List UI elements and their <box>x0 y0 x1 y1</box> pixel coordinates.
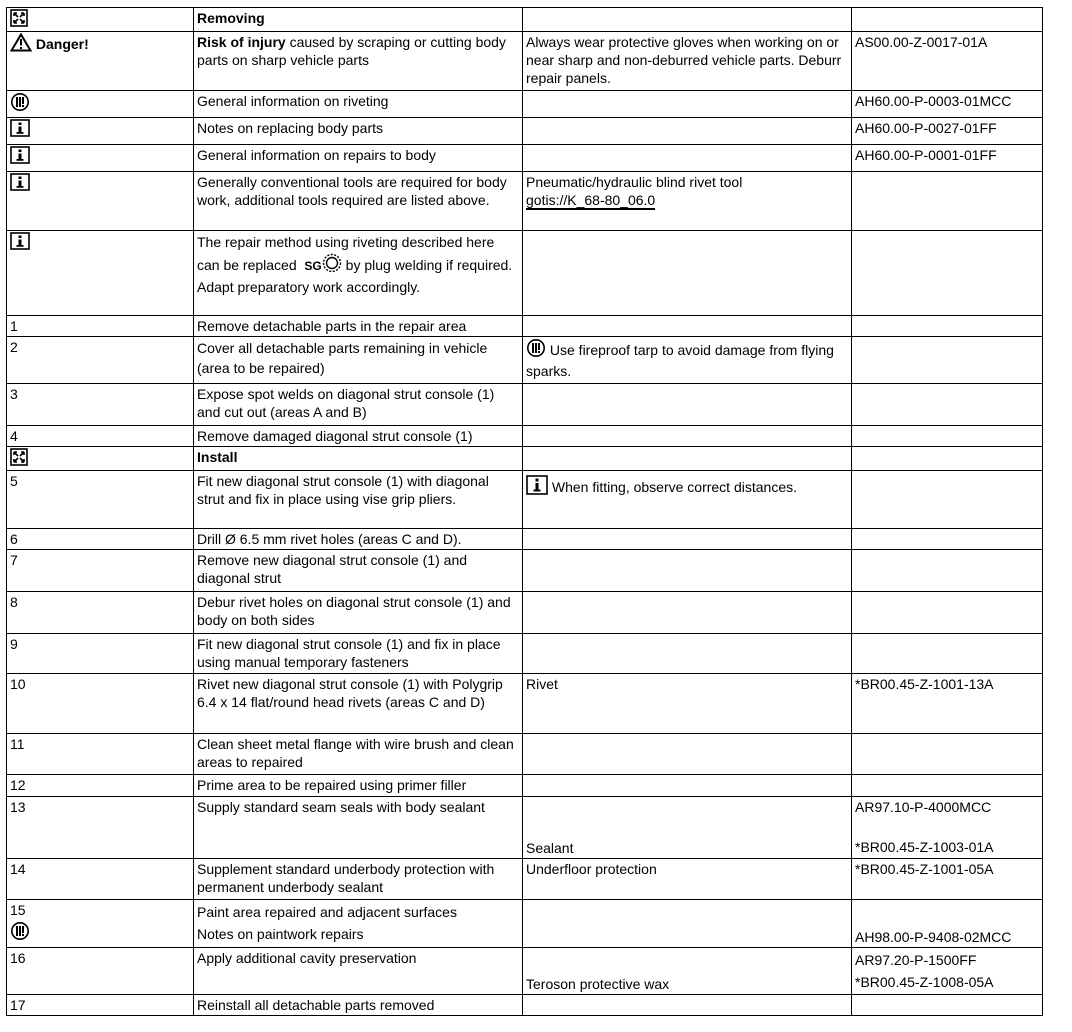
step-number: 1 <box>7 316 194 337</box>
info-icon <box>526 475 548 495</box>
table-row <box>7 948 1043 995</box>
section-heading: Install <box>194 447 523 471</box>
table-row <box>7 384 1043 426</box>
step-number: 8 <box>7 592 194 634</box>
section-heading: Removing <box>194 8 523 32</box>
step-text: Risk of injury caused by scraping or cutting body parts on sharp vehicle parts <box>194 32 523 91</box>
step-cell <box>7 32 194 91</box>
table-row <box>7 550 1043 592</box>
step-text: Debur rivet holes on diagonal strut console (1) and body on both sides <box>194 592 523 634</box>
removing-icon <box>10 9 28 27</box>
note-circle-icon <box>10 92 30 112</box>
step-number: 11 <box>7 734 194 775</box>
step-number: 16 <box>7 948 194 995</box>
step-text: Clean sheet metal flange with wire brush and clean areas to repaired <box>194 734 523 775</box>
step-text: Prime area to be repaired using primer filler <box>194 775 523 797</box>
note-cell: Sealant <box>523 797 852 859</box>
step-text: The repair method using riveting described here can be replaced SG by plug welding if required. Adapt preparatory work accordingly. <box>194 231 523 316</box>
table-row <box>7 316 1043 337</box>
step-number: 10 <box>7 674 194 734</box>
step-number: 2 <box>7 337 194 384</box>
step-text: Supply standard seam seals with body sealant <box>194 797 523 859</box>
step-number: 4 <box>7 426 194 447</box>
step-text: Apply additional cavity preservation <box>194 948 523 995</box>
table-row <box>7 118 1043 145</box>
note-cell: Use fireproof tarp to avoid damage from flying sparks. <box>523 337 852 384</box>
step-text: Cover all detachable parts remaining in vehicle (area to be repaired) <box>194 337 523 384</box>
table-row <box>7 337 1043 384</box>
step-number: 3 <box>7 384 194 426</box>
sg-label: SG <box>304 259 322 273</box>
doc-reference[interactable]: AH98.00-P-9408-02MCC <box>852 900 1043 948</box>
step-text: Notes on replacing body parts <box>194 118 523 145</box>
removing-icon <box>10 448 28 466</box>
step-number: 6 <box>7 529 194 550</box>
doc-reference[interactable]: AR97.10-P-4000MCC <box>855 799 992 815</box>
note-cell: Teroson protective wax <box>523 948 852 995</box>
table-row <box>7 900 1043 948</box>
info-icon <box>10 173 30 191</box>
table-row <box>7 32 1043 91</box>
step-number: 14 <box>7 859 194 900</box>
table-row <box>7 592 1043 634</box>
step-text: Reinstall all detachable parts removed <box>194 995 523 1016</box>
step-text: Expose spot welds on diagonal strut console (1) and cut out (areas A and B) <box>194 384 523 426</box>
step-cell <box>7 8 194 32</box>
step-cell <box>7 900 194 948</box>
doc-reference[interactable]: AR97.20-P-1500FF <box>855 952 977 968</box>
step-number: 7 <box>7 550 194 592</box>
table-row <box>7 231 1043 316</box>
table-row <box>7 8 1043 32</box>
note-cell: Always wear protective gloves when working on or near sharp and non-deburred vehicle parts. Deburr repair panels. <box>523 32 852 91</box>
step-text: General information on riveting <box>194 91 523 118</box>
doc-reference[interactable]: AH60.00-P-0027-01FF <box>852 118 1043 145</box>
table-row <box>7 995 1043 1016</box>
step-text: Remove new diagonal strut console (1) and diagonal strut <box>194 550 523 592</box>
step-text: General information on repairs to body <box>194 145 523 172</box>
doc-reference-cell <box>852 948 1043 995</box>
step-text: Rivet new diagonal strut console (1) with Polygrip 6.4 x 14 flat/round head rivets (areas C and D) <box>194 674 523 734</box>
doc-reference[interactable]: *BR00.45-Z-1001-05A <box>852 859 1043 900</box>
note-circle-icon <box>10 921 30 941</box>
step-text: Generally conventional tools are required for body work, additional tools required are listed above. <box>194 172 523 231</box>
info-icon <box>10 146 30 164</box>
doc-reference[interactable]: *BR00.45-Z-1001-13A <box>852 674 1043 734</box>
tool-link[interactable]: gotis://K_68-80_06.0 <box>526 192 656 208</box>
step-number: 9 <box>7 634 194 674</box>
table-row <box>7 91 1043 118</box>
step-text: Remove detachable parts in the repair area <box>194 316 523 337</box>
info-icon <box>10 232 30 250</box>
step-number: 13 <box>7 797 194 859</box>
table-row <box>7 172 1043 231</box>
step-cell <box>7 231 194 316</box>
info-icon <box>10 119 30 137</box>
doc-reference[interactable]: *BR00.45-Z-1008-05A <box>855 974 994 990</box>
table-row <box>7 797 1043 859</box>
step-text: Fit new diagonal strut console (1) with diagonal strut and fix in place using vise grip pliers. <box>194 471 523 529</box>
step-cell <box>7 118 194 145</box>
doc-reference[interactable]: AH60.00-P-0001-01FF <box>852 145 1043 172</box>
table-row <box>7 471 1043 529</box>
step-number: 5 <box>7 471 194 529</box>
table-row <box>7 634 1043 674</box>
doc-reference[interactable]: *BR00.45-Z-1003-01A <box>855 839 994 855</box>
step-cell <box>7 172 194 231</box>
step-text: Paint area repaired and adjacent surfaces Notes on paintwork repairs <box>194 900 523 948</box>
doc-reference[interactable]: AS00.00-Z-0017-01A <box>852 32 1043 91</box>
danger-label: Danger! <box>35 36 89 52</box>
note-cell: When fitting, observe correct distances. <box>523 471 852 529</box>
warning-triangle-icon <box>10 33 32 52</box>
doc-reference-cell <box>852 797 1043 859</box>
step-text: Drill Ø 6.5 mm rivet holes (areas C and D). <box>194 529 523 550</box>
note-cell: Pneumatic/hydraulic blind rivet tool gotis://K_68-80_06.0 <box>523 172 852 231</box>
table-row <box>7 775 1043 797</box>
plug-weld-icon <box>322 253 342 273</box>
paint-notes-link[interactable]: Notes on paintwork repairs <box>197 926 364 942</box>
table-row <box>7 447 1043 471</box>
step-number: 12 <box>7 775 194 797</box>
table-row <box>7 426 1043 447</box>
step-number: 17 <box>7 995 194 1016</box>
step-cell <box>7 447 194 471</box>
note-cell: Underfloor protection <box>523 859 852 900</box>
step-text: Remove damaged diagonal strut console (1) <box>194 426 523 447</box>
note-cell: Rivet <box>523 674 852 734</box>
step-cell <box>7 91 194 118</box>
step-cell <box>7 145 194 172</box>
step-text: Fit new diagonal strut console (1) and fix in place using manual temporary fasteners <box>194 634 523 674</box>
step-number: 15 <box>10 902 26 918</box>
procedure-table <box>6 7 1043 1016</box>
table-row <box>7 734 1043 775</box>
note-circle-icon <box>526 338 546 358</box>
table-row <box>7 529 1043 550</box>
table-row <box>7 859 1043 900</box>
table-row <box>7 145 1043 172</box>
doc-reference[interactable]: AH60.00-P-0003-01MCC <box>852 91 1043 118</box>
step-text: Supplement standard underbody protection with permanent underbody sealant <box>194 859 523 900</box>
table-row <box>7 674 1043 734</box>
